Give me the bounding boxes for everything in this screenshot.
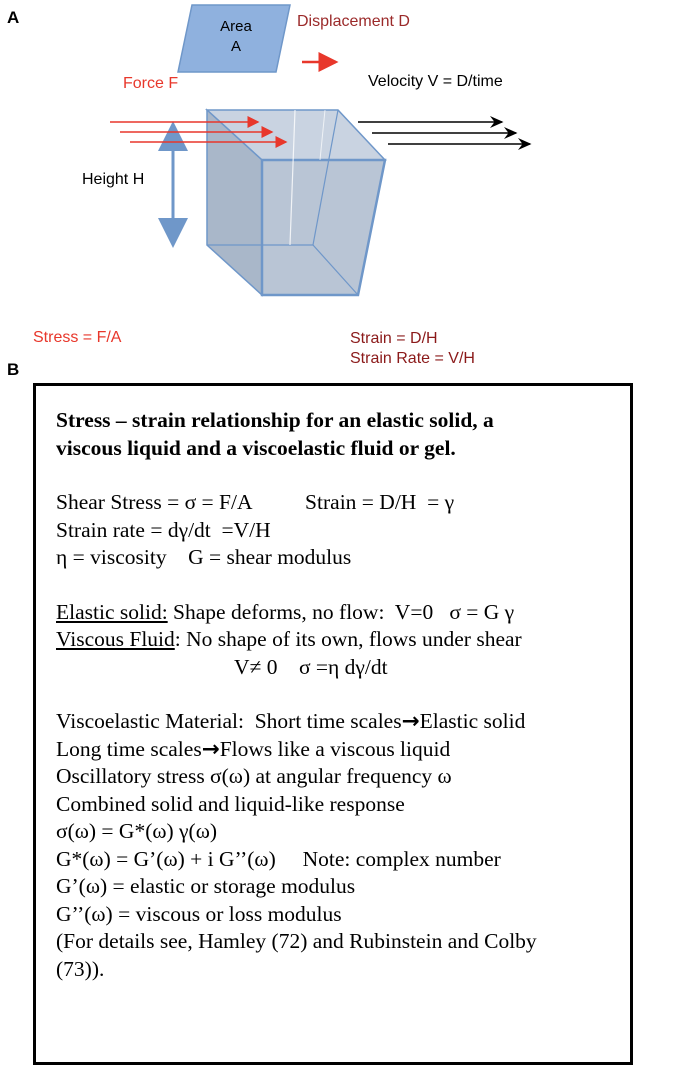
right-arrow-icon: → [201, 736, 220, 762]
sigma-omega-line: σ(ω) = G*(ω) γ(ω) [56, 819, 218, 843]
strain-rate-formula: Strain Rate = V/H [350, 350, 475, 367]
long-time-line: Long time scales→Flows like a viscous liquid [56, 736, 451, 762]
right-arrow-icon: → [401, 709, 420, 734]
viscous-fluid-line: Viscous Fluid: No shape of its own, flows under shear [56, 627, 522, 651]
velocity-label: Velocity V = D/time [368, 73, 503, 90]
strain-formula: Strain = D/H [350, 330, 438, 347]
viscous-fluid-term: Viscous Fluid [56, 627, 175, 651]
velocity-arrows [358, 122, 530, 144]
panel-a-label: A [7, 8, 20, 27]
combined-response-line: Combined solid and liquid-like response [56, 791, 405, 816]
displacement-label: Displacement D [297, 13, 410, 30]
area-label-line2: A [230, 38, 242, 55]
strain-rate-line: Strain rate = dγ/dt =V/H [56, 517, 271, 542]
shear-stress-line: Shear Stress = σ = F/A Strain = D/H = γ [56, 490, 455, 514]
loss-modulus-line: G’’(ω) = viscous or loss modulus [56, 901, 342, 926]
area-label-line1: Area [220, 18, 252, 35]
box-heading-line2: viscous liquid and a viscoelastic fluid or gel. [56, 436, 456, 460]
complex-modulus-line: G*(ω) = G’(ω) + i G’’(ω) Note: complex number [56, 846, 501, 871]
force-label: Force F [123, 75, 179, 92]
reference-line-1: (For details see, Hamley (72) and Rubinstein and Colby [56, 929, 537, 953]
oscillatory-line: Oscillatory stress σ(ω) at angular frequency ω [56, 764, 452, 788]
viscosity-modulus-line: η = viscosity G = shear modulus [56, 545, 352, 569]
box-heading-line1: Stress – strain relationship for an elastic solid, a [56, 408, 494, 432]
equations-box [33, 383, 633, 1065]
height-label: Height H [82, 171, 145, 188]
viscoelastic-line: Viscoelastic Material: Short time scales→Elastic solid [56, 709, 526, 734]
shear-diagram [0, 0, 680, 375]
viscous-fluid-equation: V≠ 0 σ =η dγ/dt [234, 654, 388, 679]
storage-modulus-line: G’(ω) = elastic or storage modulus [56, 874, 356, 898]
elastic-solid-term: Elastic solid: [56, 599, 168, 624]
stress-formula: Stress = F/A [33, 329, 122, 346]
panel-b-label: B [7, 360, 20, 379]
elastic-solid-line: Elastic solid: Shape deforms, no flow: V=0 σ = G γ [56, 599, 515, 624]
sheared-block [207, 110, 385, 295]
reference-line-2: (73)). [56, 956, 105, 981]
